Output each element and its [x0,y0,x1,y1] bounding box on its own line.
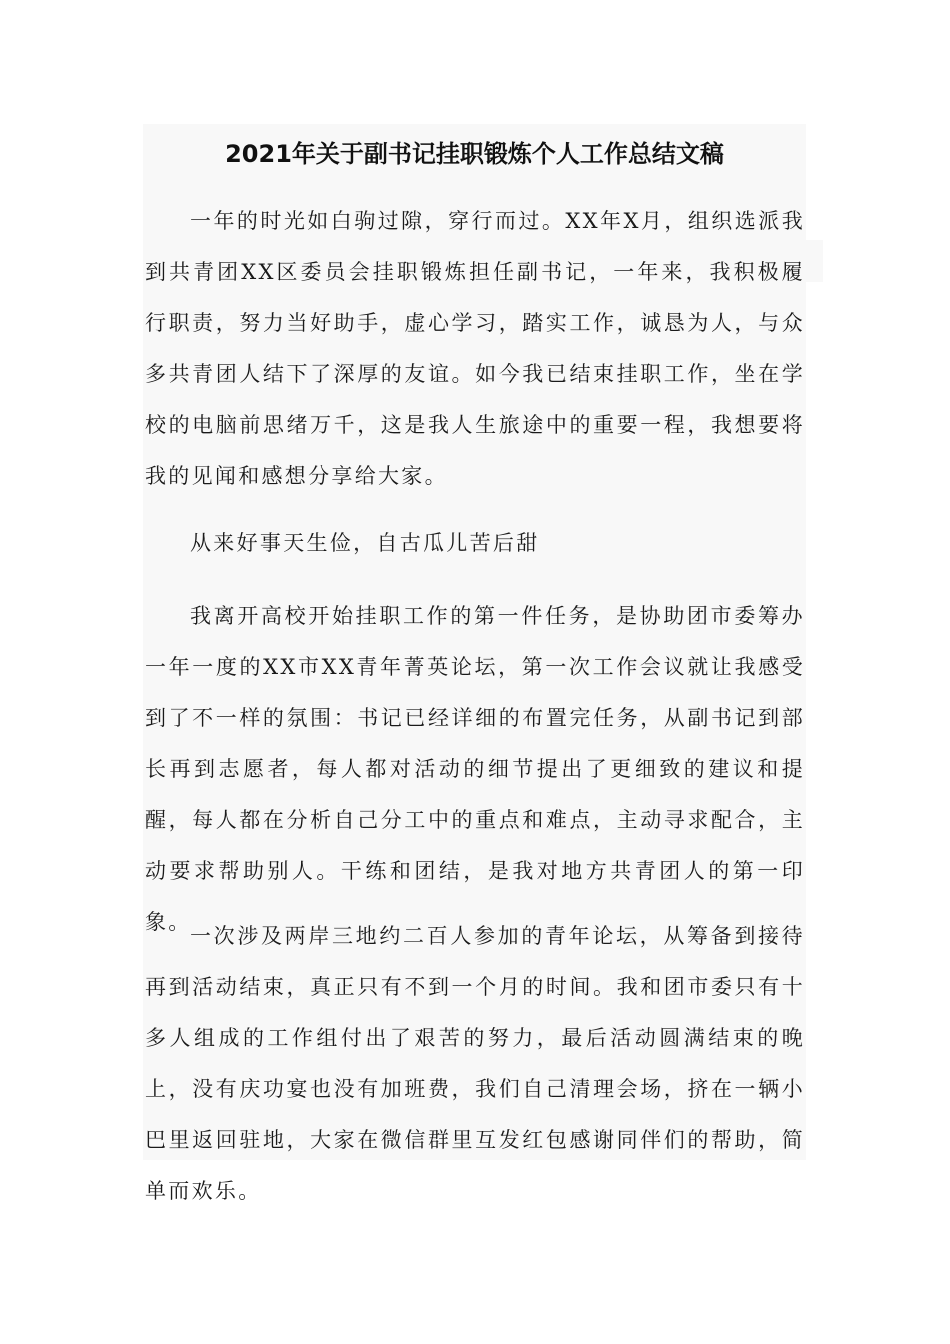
document-title: 2021年关于副书记挂职锻炼个人工作总结文稿 [225,140,724,168]
paragraph-first-task: 我离开高校开始挂职工作的第一件任务，是协助团市委筹办一年一度的XX市XX青年菁英论坛，第一次工作会议就让我感受到了不一样的氛围：书记已经详细的布置完任务，从副书记到部长再到志愿者，每人都对活动的细节提出了更细致的建议和提醒，每人都在分析自己分工中的重点和难点，主动寻求配合，主动要求帮助别人。干练和团结，是我对地方共青团人的第一印象。 [145,604,805,934]
paragraph-subheading: 从来好事天生俭，自古瓜儿苦后甜 [190,531,540,555]
page-background-notch [806,240,823,282]
paragraph-forum: 一次涉及两岸三地约二百人参加的青年论坛，从筹备到接待再到活动结束，真正只有不到一个月的时间。我和团市委只有十多人组成的工作组付出了艰苦的努力，最后活动圆满结束的晚上，没有庆功宴也没有加班费，我们自己清理会场，挤在一辆小巴里返回驻地，大家在微信群里互发红包感谢同伴们的帮助，简单而欢乐。 [145,924,805,1203]
paragraph-intro: 一年的时光如白驹过隙，穿行而过。XX年X月，组织选派我到共青团XX区委员会挂职锻炼担任副书记，一年来，我积极履行职责，努力当好助手，虚心学习，踏实工作，诚恳为人，与众多共青团人结下了深厚的友谊。如今我已结束挂职工作，坐在学校的电脑前思绪万千，这是我人生旅途中的重要一程，我想要将我的见闻和感想分享给大家。 [145,209,805,488]
